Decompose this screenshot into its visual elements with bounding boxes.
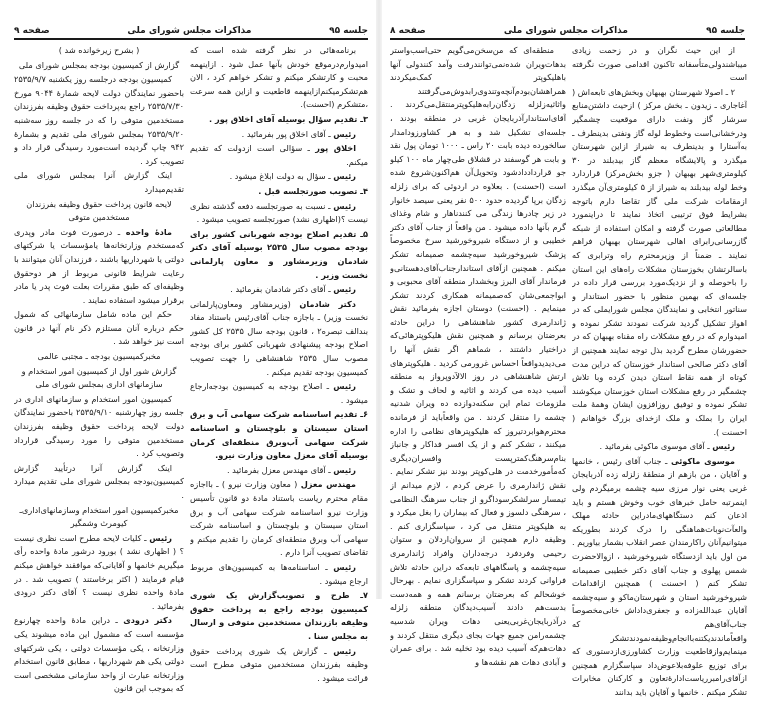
speech-paragraph [14, 532, 184, 614]
speech-paragraph [190, 128, 368, 142]
speech-paragraph [190, 561, 368, 588]
speech-text: ـ آقای موسوی ماکوئی بفرمائید . [599, 441, 710, 452]
header-rule [14, 38, 368, 40]
body-paragraph: برنامه‌هائی در نظر گرفته شده است که امیدوارم‌درموقع خودش بآنها عمل شود . ازاینهمه محبت و کارتشکر میکنم و تشکر خواهم کرد ، الان هم‌تشکرمیکنم‌ازاینهمه قاطعیت و ازاین همه سرعت ،متشکرم (احسنت). [190, 45, 368, 110]
speech-text: ـ سؤالی است ازدولت که تقدیم میکنم. [190, 143, 368, 167]
agenda-item-heading: ۷ـ طرح و تصویب‌گزارش یک شوری کمیسیون بودجه راجع به پرداخت حقوق وظیفه بازرندان مستخدمین متوفی و ارسال به مجلس سنا . [190, 590, 368, 641]
speech-text: ـ کلیات لایحه مطرح است نظری نیست ؟ ( اظهاری نشد ) بورود درشور مادهٔ واحده رأی میگیریم خانمها و آقایانی‌که موافقند خواهش میکنم قیام فرمایند ( اکثر برخاستند ) تصویب شد . در مادهٔ واحده نظری نیست ؟ آقای دکتر درودی بفرمائید . [14, 532, 184, 611]
page-header [390, 22, 745, 36]
left-page [0, 0, 376, 694]
speaker-name: رئیس [712, 441, 735, 452]
speech-text: ـ اصلاح بودجه به کمیسیون بودجه‌ارجاع میشود . [190, 381, 368, 405]
speech-paragraph [572, 455, 747, 700]
centered-caption: لایحه قانون پرداخت حقوق وظیفه بفرزندان مستخدمین متوفی [26, 198, 172, 223]
speech-paragraph [190, 645, 368, 686]
running-title: مذاکرات مجلس شورای ملی [127, 26, 252, 36]
speech-text: ـ دراین مادهٔ واحده چهارنوع مؤسسه است که مشمول این ماده میشوند یکی وزارتخانه ، یکی مؤسسات دولتی ، یکی شرکتهای دولتی یکی هم شهرداریها ، مطابق قانون استخدام وزارتخانه عبارت از واحد سازمانی مشخصی است که بموجب این قانون [14, 615, 184, 694]
speaker-name: رئیس [333, 381, 356, 392]
body-paragraph: کمیسیون بودجه درجلسه روز یکشنبه ۲۵۳۵/۹/۷ باحضور نمایندگان دولت لایحه شمارهٔ ۹۰۴۴ مورخ ۲۵۳۵/۷/۳۰ راجع به‌پرداخت حقوق وظیفه بفرزندان مستخدمین متوفی را که در جلسه روز سه‌شنبه ۲۵۳۵/۹/۲۰ بمجلس شورای ملی تقدیم و بشمارهٔ ۹۴۲ چاپ گردیده است‌مورد رسیدگی قرار داد و تصویب کرد . [14, 74, 184, 166]
speaker-name: مادهٔ واحده [125, 226, 172, 237]
session-label: جلسه ۹۵ [329, 26, 368, 36]
speech-paragraph [190, 478, 368, 560]
agenda-item-heading: ۶ـ تقدیم اساسنامه شرکت سهامی آب و برق استان سیستان و بلوچستان و اساسنامه شرکت سهامی آب‌وبرق منطقه‌ای کرمان بوسیله آقای معزل معاون وزارت نیرو. [190, 409, 368, 461]
agenda-item-heading: ۵ـ تقدیم اصلاح بودجه شهربانی کشور برای بودجه مصوب سال ۲۵۳۵ بوسیله آقای دکتر شادمان وزیرمشاور و معاون پارلمانی نخست وزیر . [190, 228, 368, 280]
speaker-name: موسوی ماکوئی [670, 455, 736, 466]
running-title: مذاکرات مجلس شورای ملی [503, 26, 628, 36]
speech-paragraph [190, 298, 368, 380]
speech-paragraph [14, 226, 184, 308]
text-column-left [390, 44, 566, 670]
speaker-name: دکتر شادمان [299, 298, 356, 309]
body-paragraph: کمیسیون امور استخدام و سازمانهای اداری در جلسه روز چهارشنبه ۲۵۳۵/۹/۱۰ باحضور نمایندگان دولت لایحه پرداخت حقوق وظیفه بفرزندان مستخدمین متوفی را مورد رسیدگی قرارداد وتصویب کرد . [14, 393, 184, 459]
centered-caption: ( بشرح زیرخوانده شد ) [58, 45, 140, 55]
agenda-item-heading: ۳ـ تقدیم سؤال بوسیله آقای اخلاق پور . [209, 113, 368, 124]
body-paragraph: اینک گزارش آنرا بمجلس شورای ملی تقدیم‌میدارد [14, 170, 184, 194]
session-label: جلسه ۹۵ [706, 26, 745, 36]
page-header [14, 22, 368, 36]
speaker-name: رئیس [333, 561, 357, 572]
agenda-item-heading: ۴ـ تصویب صورتجلسه قبل . [258, 185, 368, 196]
speech-text: ( معاون وزارت نیرو ) ـ بااجازه مقام محترم ریاست باستناد مادهٔ دو قانون تأسیس وزارت نیرو اساسنامه شرکت سهامی آب و برق استان سیستان و بلوچستان و اساسنامه شرکت سهامی آب وبرق منطقه‌ای کرمان را تقدیم میکنم و تقاضای تصویب آنرا دارم . [190, 479, 368, 558]
centered-caption: مخبرکمیسیون امور استخدام وسازمانهای‌اداری‌ـ کیومرث وشمگیر [19, 504, 179, 529]
page-number: صفحه ۹ [14, 26, 50, 36]
speech-paragraph [14, 614, 184, 696]
speaker-name: مهندس معزل [300, 479, 356, 490]
speaker-name: رئیس [333, 128, 356, 139]
speech-paragraph [572, 440, 747, 454]
speech-text: ـ سؤال به دولت ابلاغ میشود . [229, 171, 331, 182]
body-paragraph: ۲ ـ اصولا شهرستان بهبهان وبخش‌های تابعه‌اش ( آغاجاری ـ زیدون ـ بخش مرکز ) ازحیث داشتن‌منابع سرشار گاز ونفت دارای موقعیت چشمگیر ودرخشانی‌است وخطوط لوله گاز ونفتی بدینطرف ـ به‌آستارا و بدینطرف به شیراز ازاین شهرستان میگذرد و پالایشگاه معظم گاز بیدبلند در ۳۰ کیلومتری‌شهر بهبهان ( جزو بخش‌مرکز) قراردارد وخط لوله بیدبلند به شیراز از ۵ کیلومتری‌آن میگذرد ازمقامات شرکت ملی گاز تقاضا دارم باتوجه بشرایط فوق ترتیبی اتخاذ نمایند تا دراینمورد مطالعاتی صورت گرفته و امکان استفاده از شبکه گازرسانی‌رابرای اهالی شهرستان بهبهان فراهم نمایند ـ ضمناً از وزیرمحترم راه وترابری که باسالرتشان بخوزستان مشکلات راه‌های این استان را باحوصله و از نزدیک‌مورد بررسی قرار داده در جلسه‌ای که بهمین منظور با حضور استاندار و سناتور انتخابی و نمایندگان مجلس شورایملی که در اهواز تشکیل گردید شرکت نمودند تشکر نموده و امیدوارم که در رفع مشکلات راه مقناه بهبهان که در حضورشان مطرح گردید بذل توجه نمایند همچنین از آقای دکتر صالحی استاندار خوزستان که دراین مدت کوتاه از همه نقاط استان دیدن کرده وبا تلاش چشمگیر در رفع مشکلات استان خوزستان میکوشند تشکر نموده و توفیق روزافزون ایشان وهمهٔ ملت ایران را بملک و ملک ازخدای بزرگ خواهانم ( احسنت ). [572, 86, 747, 437]
body-paragraph: از این حیث نگران و در زحمت زیادی میباشندولی‌متأسفانه تاکنون اقدامی صورت نگرفته است [572, 45, 747, 83]
centered-caption: گزارش از کمیسیون بودجه بمجلس شورای ملی [18, 59, 180, 70]
speaker-name: رئیس [333, 200, 356, 211]
speech-paragraph [190, 464, 368, 478]
body-paragraph: اینک گزارش آنرا درتأیید گزارش کمیسیون‌بودجه بمجلس شورای ملی تقدیم میدارد . [14, 462, 184, 500]
speech-paragraph [190, 142, 368, 169]
speech-paragraph [190, 283, 368, 297]
body-paragraph: منطقه‌ای که من‌سخن‌می‌گویم حتی‌اسب‌واستر بدهات‌ویران شده‌نمی‌توانندرفت وآمد کنندولی آنها باهلیکوپتر کمک‌میکردند همراهشان‌بودم‌آنچه‌وتندوی‌را‌بدوش‌می‌گرفتند واثاثیه‌زلزله زدگان‌رابه‌هلیکوپترمنتقل‌می‌کردند . آقای‌استاندارآذربایجان غربی در منطقه بودند ، جلسه‌ای تشکیل شد و به هر کشاورزودامدار سالخورده دیده بابت ۲۰ راس ـ ۱۰۰۰ تومان پول نقد و بابت هر گوسفند در قشلاق طی‌چهار ماه ۱۰۰ کیلو جو قرارداد‌دادشود وتحویل‌آن هم‌اکنون‌شروع شده است (احسنت) . بعلاوه در اردوئی که برای زلزله زدگان برپا گردیده حدود ۵۰۰ نفر یعنی سیصد خانوار در زیر چادرها زندگی می کنندناهار و شام وغذای گرم بآنها داده میشود . من واقعاً از جناب آقای دکتر خطیبی و از دستگاه شیروخورشید سرخ مخصوصاً پزشک شیروخورشید سیه‌چشمه صمیمانه تشکر میکنم . همچنین ازآقای استاندارجناب‌آقای‌دهستانی‌و فرماندار آقای البرز وبخشدار منطقه آقای محبوبی و ابواجمعی‌شان که‌صمیمانه همکاری کردند تشکر مینمایم . (احسنت) دوستان اجازه بفرمائید نقش ژاندارمری کشور شاهنشاهی را دراین حادثه بعرضتان برسانم و همچنین نقش هلیکوپترهائی‌که دراختیار داشتند ، شماهم اگر نقش آنها را می‌دیدیدواقعاً احساس غرورمی کردید . هلیکوپترهای ارتش شاهنشاهی در روز الالآدوپرواز به منطقه آسیب دیده می کردند و اثاثیه و لحاف و تشک و ملزومات تمام این سکنه‌دوازده ده ویران شدنیه چشمه را منتقل کردند . من واقعاًباید از فرمانده محترم‌هوابردتیروز که هلیکوپترهای نظامی را اداره میکنند ، تشکر کنم و از یک افسر فداکار و جانباز بنام‌سرهنگ‌کمترپست وافسران‌دیگری که‌مأمورخدمت در هلی‌کوپتر بودند نیز تشکر نمایم . نقش ژاندارمری را عرض کردم ، لازم میدانم از تیمسار سرلشکرسوداگرو از جناب سرهنگ النظامی ، سرهنگی دلسوز و فعال که بیماران را بغل میکرد و به هلیکوپتر منتقل می کرد ، سپاسگزاری کنم . وظیفه دارم همچنین از سروان‌اردلان و ستوان رحیمی وفردفرد درجه‌داران وافراد ژاندارمری سیه‌چشمه و پاسگاههای تابعه‌که دراین حادثه تلاش فراوانی کردند تشکر و سپاسگزاری نمایم . بهرحال خوشحالم که بعرضتان برسانم همه و همه‌دست بدست‌هم دادند آسیب‌دیدگان منطقه زلزله درآذربایجان‌غربی‌یعنی دهات ویران شدسیه چشمه‌رامن جمیع جهات بجای دیگری منتقل کردند و دهات‌هم‌که آسیب دیده بود تخلیه شد . برای عمران و آبادی دهات هم نقشه‌ها و [390, 45, 566, 667]
speaker-name: رئیس [333, 171, 356, 182]
speech-text: ـ اساسنامه‌ها به کمیسیون‌های مربوط ارجاع میشود . [190, 561, 368, 586]
speaker-name: رئیس [333, 464, 356, 475]
centered-caption: مخبرکمیسیون بودجه ـ مجتبی عالمی [37, 351, 161, 362]
speech-paragraph [190, 170, 368, 184]
speaker-name: دکتر درودی [123, 615, 172, 626]
speaker-name: رئیس [333, 284, 356, 295]
centered-caption: گزارش شور اول از کمیسیون امور استخدام و سازمانهای اداری بمجلس شورای ملی [21, 365, 177, 390]
speaker-name: اخلاق پور [315, 143, 356, 154]
speech-text: (وزیرمشاور ومعاون‌پارلمانی نخست وزیر) ـ باجازه جناب آقای‌رئیس باستناد مفاد بندالف تبصره۲ ، قانون بودجه سال ۲۵۳۵ کل کشور اصلاح بودجه پیشنهادی شهربانی کشور برای بودجه مصوب سال ۲۵۳۵ شاهنشاهی را جهت تصویب کمیسیون بودجه تقدیم میکنم . [190, 298, 368, 377]
speech-text: ـ درصورت فوت مادر وپدری که‌مستخدم وزارتخانه‌ها یامؤسسات یا شرکتهای دولتی یا شهرداریها باشند ، فرزندان آنان میتوانند با رعایت شرایط قانونی مربوط از هر دوحقوق وظیفه‌ای که طبق مقررات بعلت فوت پدر یا مادر برقرار میشود استفاده نمایند . [14, 226, 184, 305]
speech-paragraph [190, 200, 368, 227]
text-column-right [572, 44, 747, 701]
speech-text: ـ نسبت به صورتجلسه دفعه گذشته نظری نیست ؟(اظهاری نشد) صورتجلسه تصویب میشود . [190, 200, 368, 225]
right-page [382, 0, 759, 697]
speech-text: ـ آقای اخلاق پور بفرمائید . [241, 128, 331, 139]
speech-text: ـ جناب آقای رئیس ، خانمها و آقایان ، من بازهم از منطقهٔ زلزله زده آذربایجان غربی یعنی نوار مرزی سیه چشمه برمیگردم ولی اینمرتبه حامل خبرهای خوب وخوش هستم و باید اذعان کنم دستگاههای‌مادراین حادثه مهلک والعآت‌نوبات‌هماهنگی را درک کردند بطوریکه میتوانیم‌آنان راکارمندان عصر انقلاب بشمار بیاوریم . من اول باید ازدستگاه شیروخورشید ، ازوالاحضرت شمس پهلوی و جناب آقای دکتر خطیبی صمیمانه تشکر کنم ( احسنت ) همچنین ازاقدامات شیروخورشید استان و شهرستان‌ماکو و سیه‌چشمه آقایان عبدالله‌زاده و جعفری‌داداش خانی‌مخصوصاً جناب‌آقای‌هم که واقعاًماندند‌یکتنه‌با‌انجام‌وظیفه‌نمودند‌تشکر مینمایم‌وازقاطعیت وزارت کشاورزی‌ازدستوری که برای توزیع علوفه‌بلاعوض‌داد سپاسگزارم همچنین ازآقای‌رامبرریاست‌ادارهٔ‌تعاون و کارکنان مخابرات تشکر میکنم . خانمها و آقایان باید بدانند [572, 455, 747, 697]
speaker-name: رئیس [149, 532, 172, 543]
speech-paragraph [190, 380, 368, 407]
text-column-right [190, 44, 368, 686]
page-number: صفحه ۸ [390, 26, 426, 36]
speech-text: ـ آقای دکتر شادمان بفرمائید . [230, 284, 331, 295]
speech-text: ـ گزارش یک شوری پرداخت حقوق وظیفه بفرزندان مستخدمین متوفی مطرح است قرائت میشود . [190, 645, 368, 683]
body-paragraph: حکم این ماده شامل سازمانهائی که شمول حکم درباره آنان مستلزم ذکر نام آنها در قانون است نیز خواهد شد . [14, 309, 184, 347]
header-rule [390, 38, 745, 40]
speech-text: ـ آقای مهندس معزل بفرمائید . [226, 464, 331, 475]
speaker-name: رئیس [333, 645, 357, 656]
